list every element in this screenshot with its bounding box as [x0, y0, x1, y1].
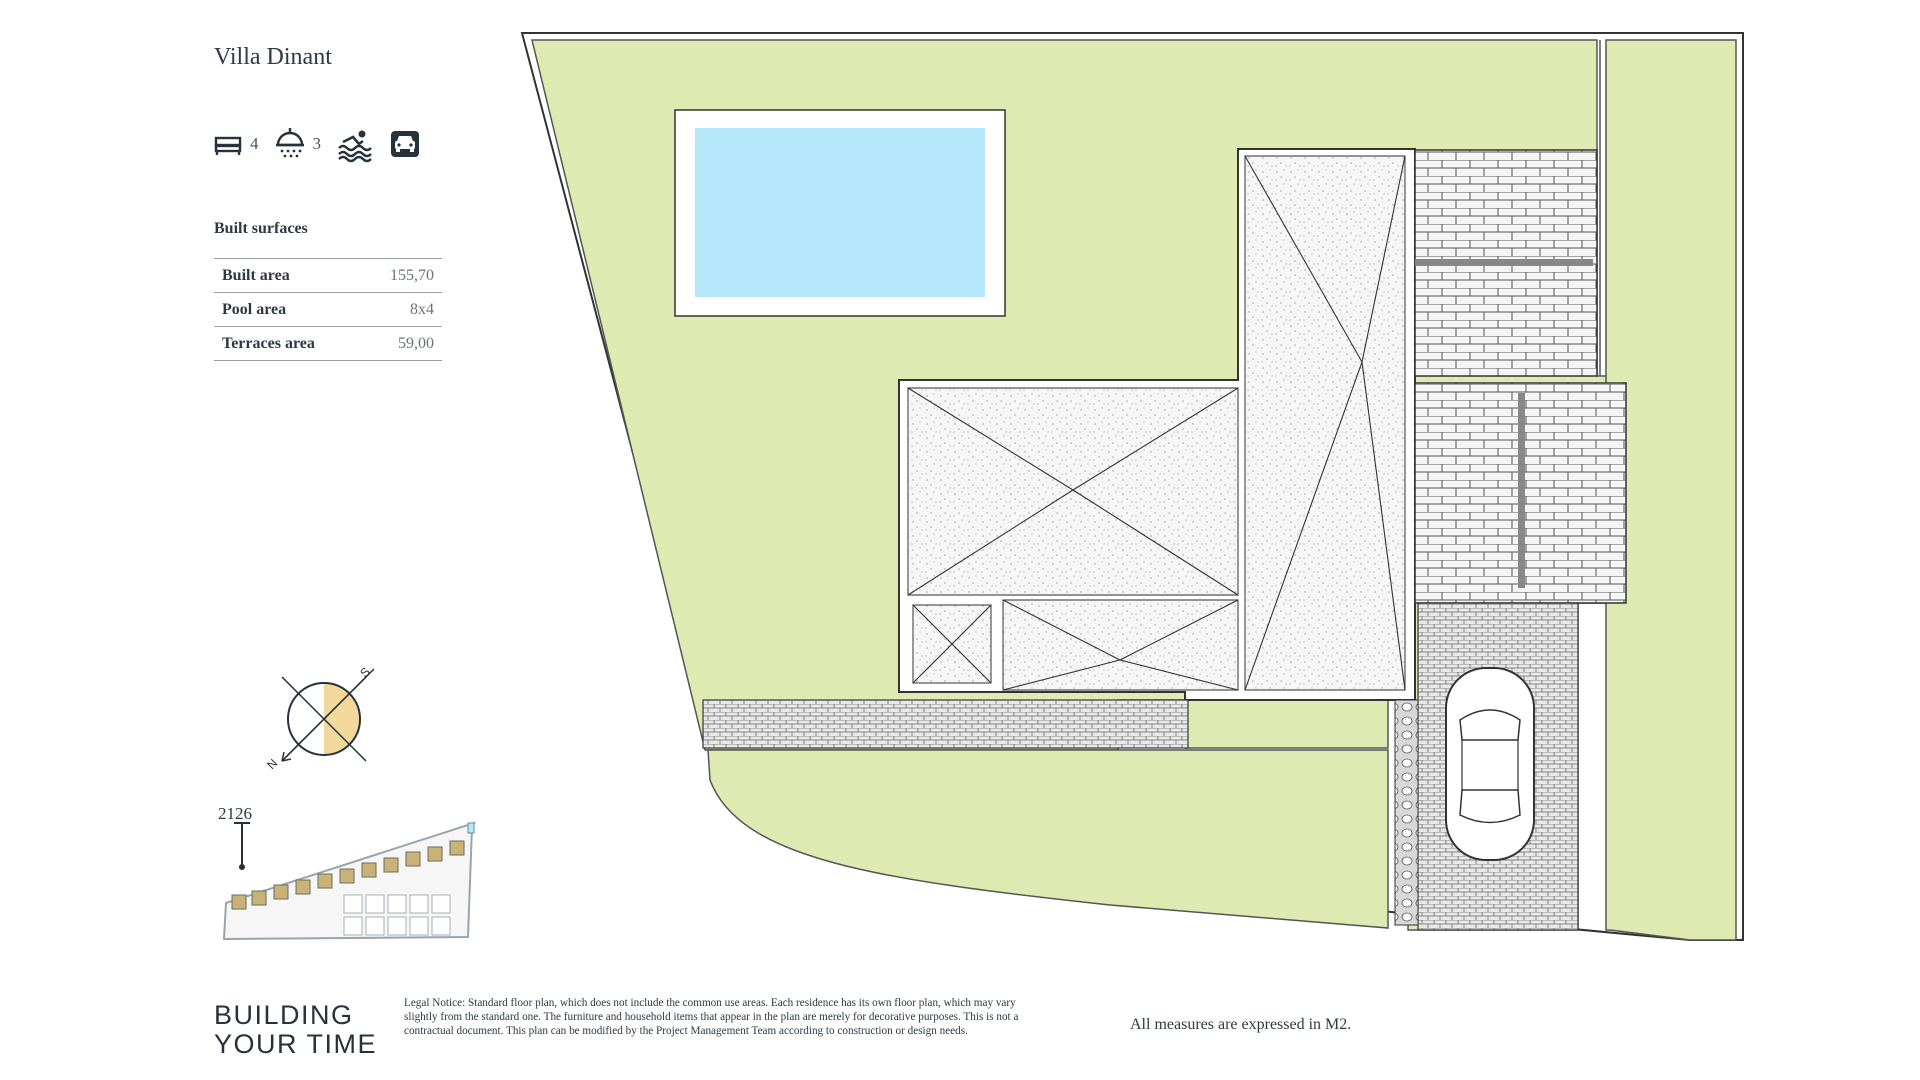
- bed-icon: [214, 133, 242, 155]
- driveway: [1395, 603, 1578, 930]
- compass-north-label: N: [264, 756, 281, 773]
- row-label: Built area: [222, 267, 290, 284]
- table-row: [214, 327, 442, 361]
- row-value: 59,00: [398, 335, 434, 352]
- measures-note: All measures are expressed in M2.: [1130, 1016, 1352, 1033]
- table-row: [214, 259, 442, 293]
- car-icon: [389, 129, 421, 159]
- row-label: Terraces area: [222, 335, 315, 352]
- row-value: 155,70: [390, 267, 434, 284]
- terrace-paving: [1415, 150, 1626, 603]
- built-surfaces-title: Built surfaces: [214, 220, 308, 237]
- site-key-map: [214, 803, 484, 958]
- legal-notice: Legal Notice: Standard floor plan, which does not include the common use areas. Each residence has its own floor plan, which may vary slightly from the standard one. The furniture and household items that appear in the plan are merely for decorative purposes. This is not a contractual document. This plan can be modified by the Project Management Team according to construction or design needs.: [404, 997, 1019, 1037]
- side-path: [703, 700, 1188, 748]
- pool-water: [695, 128, 985, 297]
- compass-south-label: S: [357, 664, 373, 681]
- villa-title: Villa Dinant: [214, 44, 332, 70]
- brand-logo: [214, 1001, 377, 1059]
- plot-number: 2126: [218, 804, 252, 823]
- surfaces-table: [214, 258, 442, 361]
- features-row: [214, 124, 437, 164]
- row-value: 8x4: [410, 301, 434, 318]
- brand-line-1: BUILDING: [214, 1000, 354, 1030]
- shower-icon: [275, 127, 305, 161]
- pool: [675, 110, 1005, 316]
- garage-feature: [389, 129, 421, 159]
- pool-feature: [337, 128, 373, 160]
- bedrooms-count: 4: [250, 134, 259, 153]
- brand-line-2: YOUR TIME: [214, 1029, 378, 1059]
- compass-rose: [264, 664, 390, 789]
- bathrooms-feature: [275, 127, 322, 161]
- bathrooms-count: 3: [312, 134, 321, 153]
- row-label: Pool area: [222, 301, 287, 318]
- table-row: [214, 293, 442, 327]
- bedrooms-feature: [214, 133, 259, 155]
- site-plan: [515, 25, 1755, 960]
- pool-icon: [337, 128, 373, 160]
- car-silhouette: [1446, 668, 1534, 860]
